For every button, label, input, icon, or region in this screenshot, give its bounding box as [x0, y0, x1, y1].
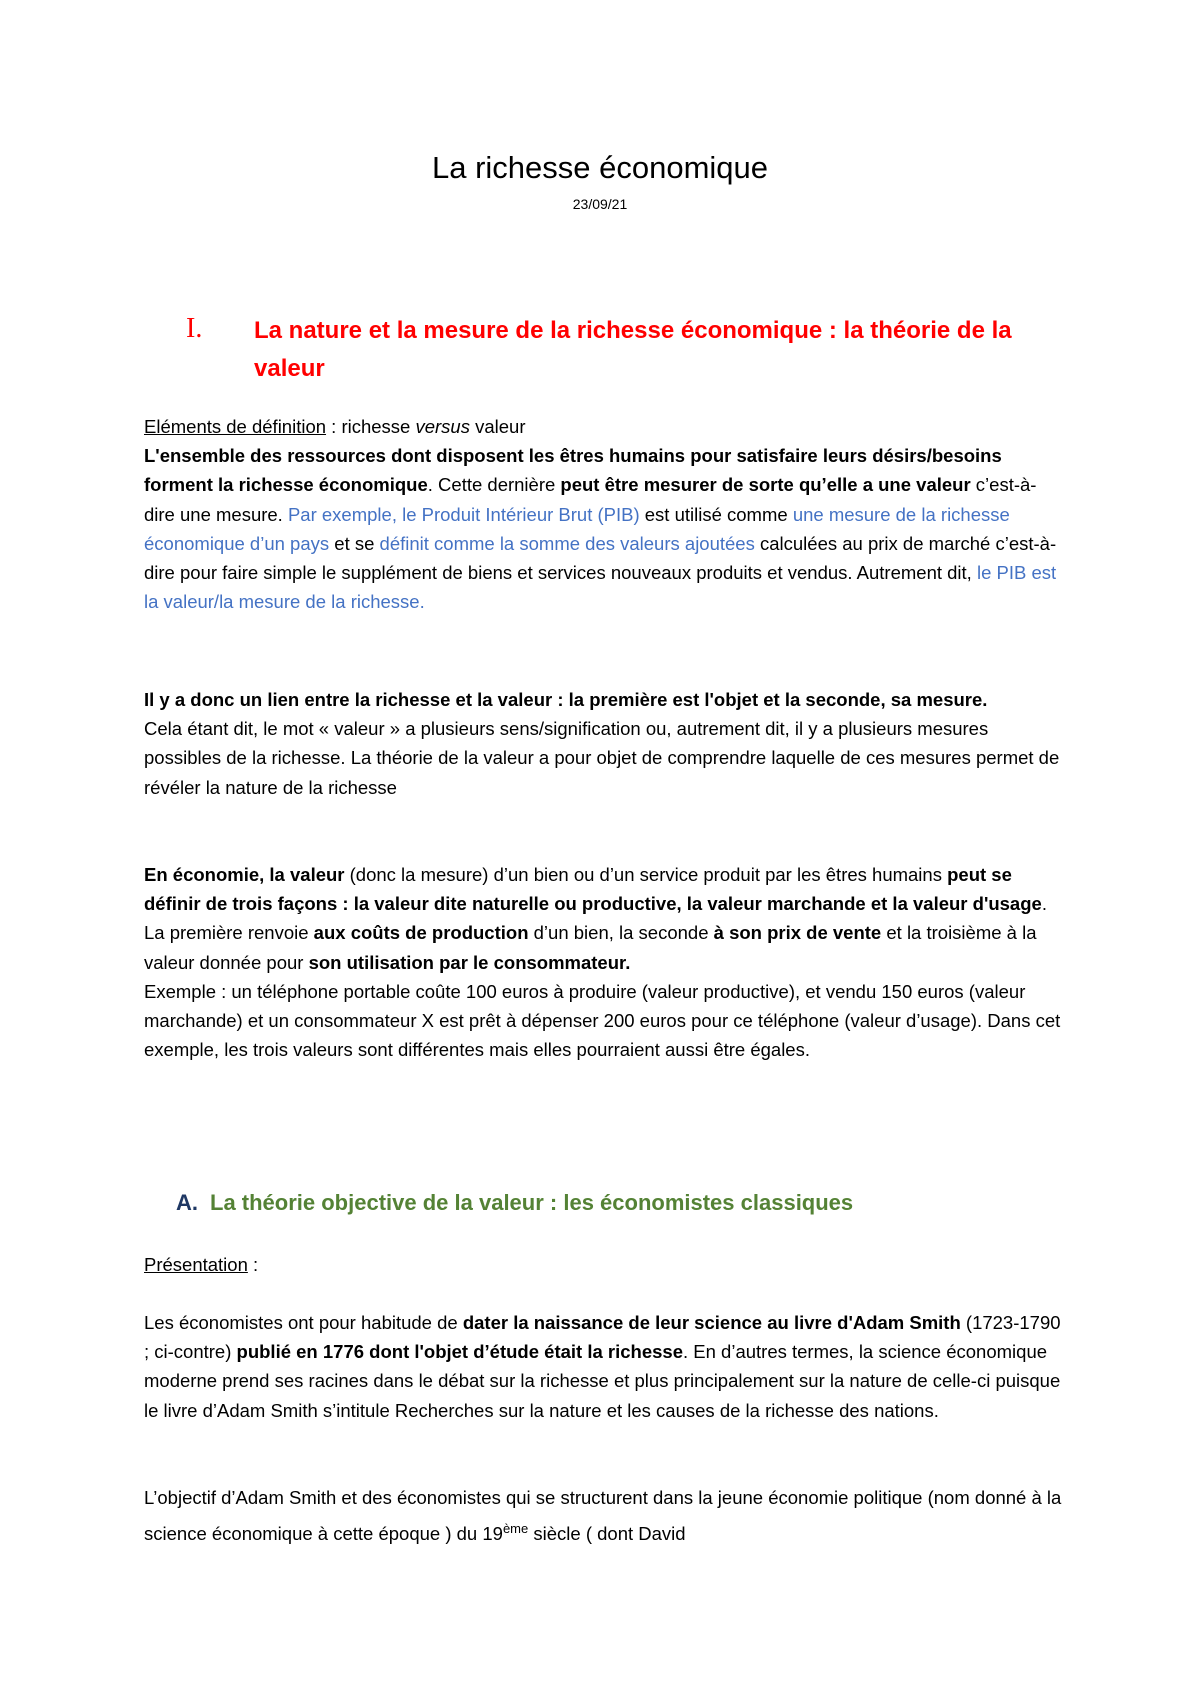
smith-paragraph: Les économistes ont pour habitude de dater la naissance de leur science au livre d'Adam Smith (1723-1790 ; ci-contre) publié en 1776 dont l'objet d’étude était la richesse. En d’autres termes, la science économique moderne prend ses racines dans le débat sur la richesse et plus principalement sur la nature de celle-ci puisque le livre d’Adam Smith s’intitule Recherches sur la nature et les causes de la richesse des nations. — [144, 1312, 1061, 1421]
subsection-heading: A. La théorie objective de la valeur : les économistes classiques — [176, 1190, 854, 1215]
objective-paragraph: L’objectif d’Adam Smith et des économistes qui se structurent dans la jeune économie politique (nom donné à la science économique à cette époque ) du 19ème siècle ( dont David — [144, 1487, 1062, 1545]
subsection-number: A. — [176, 1190, 198, 1215]
section-number: I. — [186, 313, 203, 344]
document-date: 23/09/21 — [572, 196, 628, 212]
definition-paragraph: Eléments de définition : richesse versus valeur L'ensemble des ressources dont disposent les êtres humains pour satisfaire leurs désirs/besoins forment la richesse économique. Cette dernière peut être mesurer de sorte qu’elle a une valeur c’est-à-dire une mesure. Par exemple, le Produit Intérieur Brut (PIB) est utilisé comme une mesure de la richesse économique d’un pays et se définit comme la somme des valeurs ajoutées calculées au prix de marché c’est-à-dire pour faire simple le supplément de biens et services nouveaux produits et vendus. Autrement dit, le PIB est la valeur/la mesure de la richesse. — [144, 416, 1057, 613]
value-paragraph: En économie, la valeur (donc la mesure) d’un bien ou d’un service produit par les êtres humains peut se définir de trois façons : la valeur dite naturelle ou productive, la valeur marchande et la valeur d'usage. La première renvoie aux coûts de production d’un bien, la seconde à son prix de vente et la troisième à la valeur donnée pour son utilisation par le consommateur. Exemple : un téléphone portable coûte 100 euros à produire (valeur productive), et vendu 150 euros (valeur marchande) et un consommateur X est prêt à dépenser 200 euros pour ce téléphone (valeur d’usage). Dans cet exemple, les trois valeurs sont différentes mais elles pourraient aussi être égales. — [144, 864, 1061, 1061]
presentation-label: Présentation : — [144, 1254, 259, 1275]
link-paragraph: Il y a donc un lien entre la richesse et la valeur : la première est l'objet et la seconde, sa mesure. Cela étant dit, le mot « valeur » a plusieurs sens/signification ou, autrement dit, il y a plusieurs mesures possibles de la richesse. La théorie de la valeur a pour objet de comprendre laquelle de ces mesures permet de révéler la nature de la richesse — [144, 689, 1060, 798]
section-heading: La nature et la mesure de la richesse économique : la théorie de la valeur — [254, 317, 1012, 382]
document-title: La richesse économique — [431, 150, 769, 185]
definition-label: Eléments de définition — [144, 416, 327, 437]
